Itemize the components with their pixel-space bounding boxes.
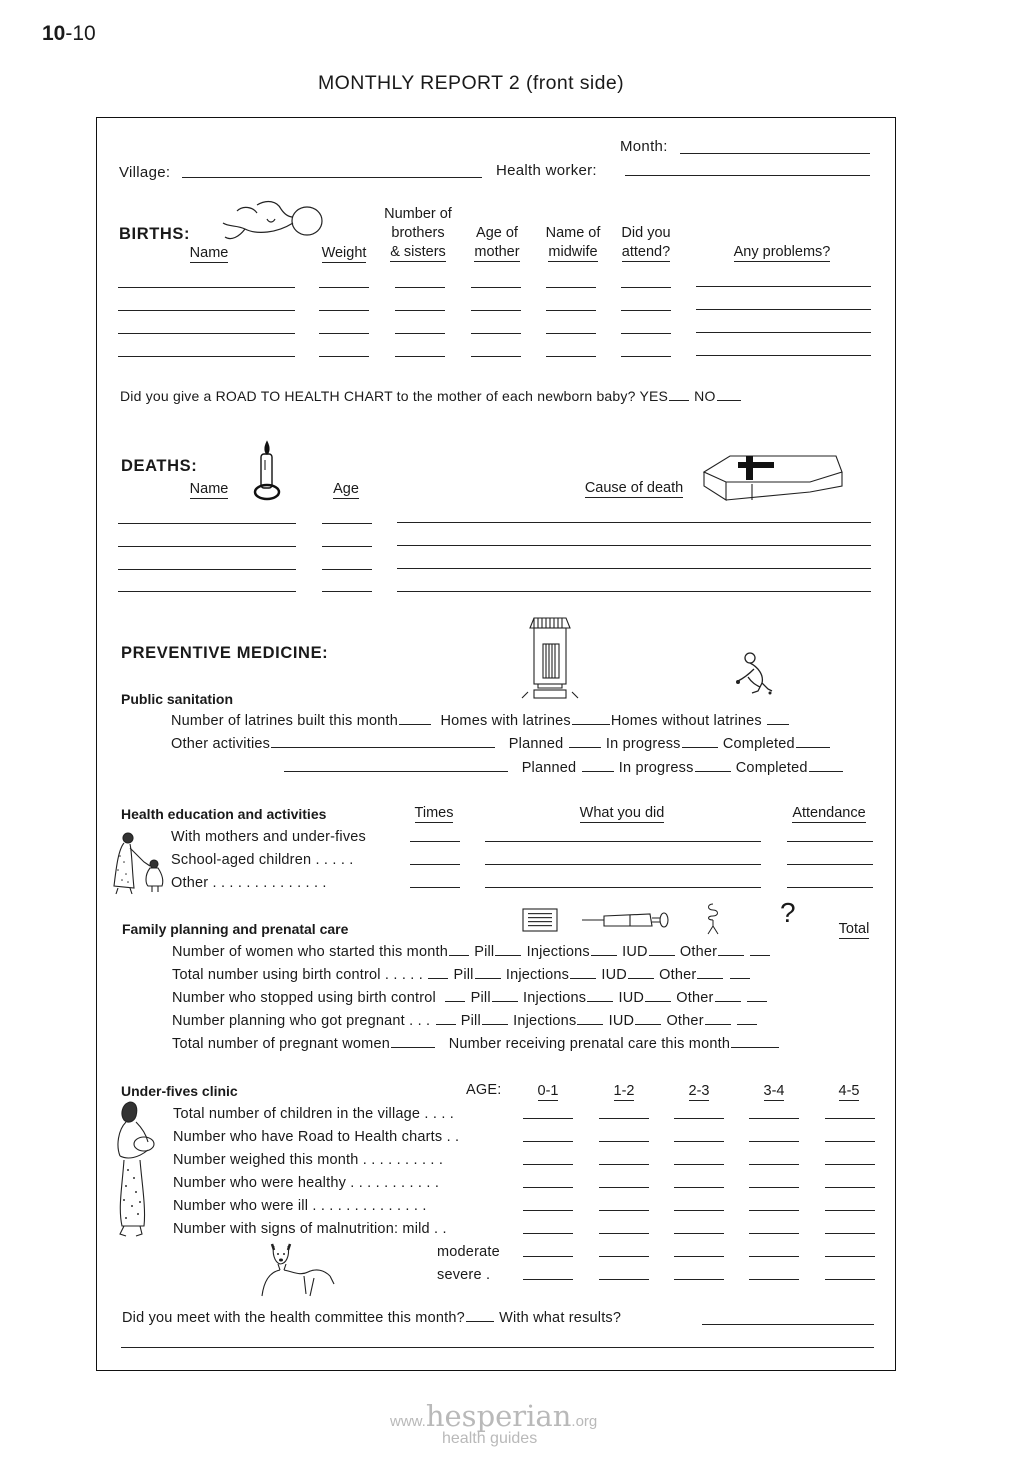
page-number-page: -10 <box>65 22 96 45</box>
birth-row-2-mother-age[interactable] <box>471 294 521 311</box>
education-col-what: What you did <box>579 805 665 821</box>
birth-row-1-midwife[interactable] <box>546 271 596 288</box>
birth-row-1-weight[interactable] <box>319 271 369 288</box>
road-to-health-question: Did you give a ROAD TO HEALTH CHART to the mother of each newborn baby? YES NO <box>120 388 742 404</box>
fp-row-4-pill-blank[interactable] <box>482 1023 508 1025</box>
birth-row-3-siblings[interactable] <box>395 317 445 334</box>
birth-row-3-weight[interactable] <box>319 317 369 334</box>
fp-row-3: Number who stopped using birth control Pill Injections IUD Other <box>172 990 768 1006</box>
uf-row-5-age-4-5[interactable] <box>825 1194 875 1211</box>
uf-row-7-age-4-5[interactable] <box>825 1240 875 1257</box>
birth-row-3-midwife[interactable] <box>546 317 596 334</box>
uf-row-7-age-0-1[interactable] <box>523 1240 573 1257</box>
age-col-3-4: 3-4 <box>763 1083 785 1099</box>
month-label: Month: <box>620 138 668 155</box>
candle-icon <box>252 440 282 502</box>
watermark-tld: .org <box>571 1413 598 1430</box>
education-row-2-what[interactable] <box>485 848 761 865</box>
uf-row-8-age-3-4[interactable] <box>749 1263 799 1280</box>
yes-blank[interactable] <box>669 399 689 401</box>
fp-row-3-pill-blank[interactable] <box>492 1000 518 1002</box>
uf-row-5-age-0-1[interactable] <box>523 1194 573 1211</box>
death-row-1-name[interactable] <box>118 507 296 524</box>
prenatal-care-blank[interactable] <box>731 1046 779 1048</box>
uf-row-3-age-4-5[interactable] <box>825 1148 875 1165</box>
uf-row-3-age-0-1[interactable] <box>523 1148 573 1165</box>
coffin-icon <box>700 450 845 505</box>
death-row-3-name[interactable] <box>118 553 296 570</box>
uf-row-5-age-2-3[interactable] <box>674 1194 724 1211</box>
uf-row-6-age-3-4[interactable] <box>749 1217 799 1234</box>
uf-row-4-age-1-2[interactable] <box>599 1171 649 1188</box>
sanitation-row-1: Number of latrines built this month Homes with latrines Homes without latrines <box>171 713 790 729</box>
education-row-3-what[interactable] <box>485 871 761 888</box>
birth-row-4-attend[interactable] <box>621 340 671 357</box>
death-row-4-name[interactable] <box>118 575 296 592</box>
uf-row-4-age-4-5[interactable] <box>825 1171 875 1188</box>
public-sanitation-heading: Public sanitation <box>121 691 234 707</box>
uf-row-2-age-0-1[interactable] <box>523 1125 573 1142</box>
fp-row-3-injections-blank[interactable] <box>587 1000 613 1002</box>
uf-row-1-age-4-5[interactable] <box>825 1102 875 1119</box>
birth-row-1-siblings[interactable] <box>395 271 445 288</box>
committee-results-field[interactable] <box>702 1308 874 1325</box>
activity-2-completed-blank[interactable] <box>809 770 843 772</box>
month-field[interactable] <box>680 137 870 154</box>
education-row-3-times[interactable] <box>410 871 460 888</box>
births-col-attend: Did you attend? <box>621 225 671 260</box>
fp-row-1-other-blank[interactable] <box>718 954 744 956</box>
under-fives-row-label: Number weighed this month . . . . . . . . . . <box>173 1152 444 1168</box>
uf-row-4-age-3-4[interactable] <box>749 1171 799 1188</box>
birth-row-2-midwife[interactable] <box>546 294 596 311</box>
syringe-icon <box>580 910 674 932</box>
age-col-1-2: 1-2 <box>613 1083 635 1099</box>
education-row-1-attendance[interactable] <box>787 825 873 842</box>
health-education-heading: Health education and activities <box>121 806 327 822</box>
age-col-2-3: 2-3 <box>688 1083 710 1099</box>
committee-results-field-line-2[interactable] <box>121 1331 874 1348</box>
uf-row-2-age-1-2[interactable] <box>599 1125 649 1142</box>
fp-row-2-count-blank[interactable] <box>428 977 448 979</box>
preventive-medicine-heading: PREVENTIVE MEDICINE: <box>121 644 329 662</box>
pregnant-women-blank[interactable] <box>391 1046 435 1048</box>
uf-row-1-age-3-4[interactable] <box>749 1102 799 1119</box>
committee-question: Did you meet with the health committee this month? With what results? <box>122 1310 622 1326</box>
fp-row-1-total-blank[interactable] <box>750 954 770 956</box>
uf-row-4-age-0-1[interactable] <box>523 1171 573 1188</box>
birth-row-3-problems[interactable] <box>696 316 871 333</box>
uf-row-1-age-1-2[interactable] <box>599 1102 649 1119</box>
birth-row-1-mother-age[interactable] <box>471 271 521 288</box>
village-label: Village: <box>119 164 171 181</box>
death-row-3-cause[interactable] <box>397 552 871 569</box>
birth-row-1-attend[interactable] <box>621 271 671 288</box>
uf-row-2-age-3-4[interactable] <box>749 1125 799 1142</box>
uf-row-7-age-1-2[interactable] <box>599 1240 649 1257</box>
fp-row-3-count-blank[interactable] <box>445 1000 465 1002</box>
fp-row-1-injections-blank[interactable] <box>591 954 617 956</box>
family-planning-heading: Family planning and prenatal care <box>122 921 349 937</box>
death-row-1-cause[interactable] <box>397 506 871 523</box>
education-row-label: Other . . . . . . . . . . . . . . <box>171 875 327 891</box>
watermark-www: www. <box>390 1413 426 1430</box>
hesperian-watermark <box>390 1399 598 1433</box>
homes-without-latrines-blank[interactable] <box>767 723 789 725</box>
education-row-3-attendance[interactable] <box>787 871 873 888</box>
uf-row-8-age-4-5[interactable] <box>825 1263 875 1280</box>
activity-2-planned-blank[interactable] <box>582 770 614 772</box>
education-row-2-attendance[interactable] <box>787 848 873 865</box>
fp-row-pregnant: Total number of pregnant women Number receiving prenatal care this month <box>172 1036 780 1052</box>
health-worker-field[interactable] <box>625 159 870 176</box>
fp-row-4-iud-blank[interactable] <box>635 1023 661 1025</box>
uf-row-6-age-1-2[interactable] <box>599 1217 649 1234</box>
births-col-problems: Any problems? <box>733 244 831 260</box>
activity-1-planned-blank[interactable] <box>569 746 601 748</box>
committee-met-blank[interactable] <box>466 1320 494 1322</box>
births-col-midwife: Name of midwife <box>545 225 601 260</box>
under-fives-row-label: Total number of children in the village . . . . <box>173 1106 455 1122</box>
fp-row-4-total-blank[interactable] <box>737 1023 757 1025</box>
fp-row-2: Total number using birth control . . . . . Pill Injections IUD Other <box>172 967 751 983</box>
age-label: AGE: <box>466 1082 502 1098</box>
pill-packet-icon <box>522 908 558 932</box>
malnourished-child-icon <box>258 1242 358 1298</box>
health-worker-label: Health worker: <box>496 162 597 179</box>
education-row-1-what[interactable] <box>485 825 761 842</box>
death-row-4-cause[interactable] <box>397 575 871 592</box>
uf-row-1-age-0-1[interactable] <box>523 1102 573 1119</box>
fp-row-3-total-blank[interactable] <box>747 1000 767 1002</box>
fp-row-4-count-blank[interactable] <box>436 1023 456 1025</box>
births-heading: BIRTHS: <box>119 225 191 243</box>
fp-row-4-injections-blank[interactable] <box>577 1023 603 1025</box>
education-row-label: With mothers and under-fives <box>171 829 366 845</box>
deaths-col-age: Age <box>333 481 359 497</box>
uf-row-3-age-2-3[interactable] <box>674 1148 724 1165</box>
activity-2-in-progress-blank[interactable] <box>695 770 731 772</box>
birth-row-3-name[interactable] <box>118 317 295 334</box>
birth-row-2-siblings[interactable] <box>395 294 445 311</box>
village-field[interactable] <box>182 161 482 178</box>
births-col-siblings: Number of brothers & sisters <box>384 206 452 260</box>
birth-row-2-attend[interactable] <box>621 294 671 311</box>
latrine-icon <box>520 614 582 700</box>
death-row-4-age[interactable] <box>322 575 372 592</box>
uf-row-2-age-4-5[interactable] <box>825 1125 875 1142</box>
birth-row-2-problems[interactable] <box>696 293 871 310</box>
under-fives-row-label: moderate <box>437 1244 500 1260</box>
fp-row-2-iud-blank[interactable] <box>628 977 654 979</box>
birth-row-4-weight[interactable] <box>319 340 369 357</box>
birth-row-3-mother-age[interactable] <box>471 317 521 334</box>
page-number-chapter: 10 <box>42 22 66 45</box>
uf-row-5-age-1-2[interactable] <box>599 1194 649 1211</box>
fp-row-4: Number planning who got pregnant . . . Pill Injections IUD Other <box>172 1013 758 1029</box>
homes-with-latrines-blank[interactable] <box>572 723 610 725</box>
birth-row-4-name[interactable] <box>118 340 295 357</box>
birth-row-4-mother-age[interactable] <box>471 340 521 357</box>
uf-row-3-age-3-4[interactable] <box>749 1148 799 1165</box>
question-mark-icon: ? <box>780 897 796 928</box>
death-row-2-cause[interactable] <box>397 529 871 546</box>
education-row-1-times[interactable] <box>410 825 460 842</box>
birth-row-1-problems[interactable] <box>696 270 871 287</box>
deaths-col-cause: Cause of death <box>584 480 684 496</box>
uf-row-4-age-2-3[interactable] <box>674 1171 724 1188</box>
under-fives-row-label: Number who were healthy . . . . . . . . . . . <box>173 1175 440 1191</box>
education-row-2-times[interactable] <box>410 848 460 865</box>
page-number <box>42 22 96 46</box>
education-col-times: Times <box>414 805 454 821</box>
iud-icon <box>704 902 722 936</box>
births-col-weight: Weight <box>321 245 367 261</box>
death-row-3-age[interactable] <box>322 553 372 570</box>
uf-row-5-age-3-4[interactable] <box>749 1194 799 1211</box>
fp-row-1-count-blank[interactable] <box>449 954 469 956</box>
death-row-2-name[interactable] <box>118 530 296 547</box>
births-col-mother-age: Age of mother <box>474 225 520 260</box>
uf-row-3-age-1-2[interactable] <box>599 1148 649 1165</box>
death-row-2-age[interactable] <box>322 530 372 547</box>
births-col-name: Name <box>189 245 229 261</box>
age-col-4-5: 4-5 <box>838 1083 860 1099</box>
birth-row-2-name[interactable] <box>118 294 295 311</box>
birth-row-1-name[interactable] <box>118 271 295 288</box>
fp-row-1-pill-blank[interactable] <box>495 954 521 956</box>
under-fives-row-label: severe . <box>437 1267 491 1283</box>
watermark-brand: hesperian <box>425 1399 572 1433</box>
uf-row-6-age-2-3[interactable] <box>674 1217 724 1234</box>
fp-row-2-injections-blank[interactable] <box>570 977 596 979</box>
uf-row-8-age-0-1[interactable] <box>523 1263 573 1280</box>
uf-row-6-age-0-1[interactable] <box>523 1217 573 1234</box>
fp-row-2-pill-blank[interactable] <box>475 977 501 979</box>
birth-row-2-weight[interactable] <box>319 294 369 311</box>
activity-1-completed-blank[interactable] <box>796 746 830 748</box>
fp-row-1-iud-blank[interactable] <box>649 954 675 956</box>
under-fives-row-label: Number with signs of malnutrition: mild . . <box>173 1221 447 1237</box>
fp-row-3-iud-blank[interactable] <box>645 1000 671 1002</box>
fp-row-1: Number of women who started this month Pill Injections IUD Other <box>172 944 771 960</box>
education-col-attendance: Attendance <box>792 805 866 821</box>
family-planning-col-total: Total <box>838 921 870 937</box>
mother-holding-baby-icon <box>112 1098 162 1240</box>
birth-row-3-attend[interactable] <box>621 317 671 334</box>
uf-row-7-age-2-3[interactable] <box>674 1240 724 1257</box>
latrines-built-blank[interactable] <box>399 723 431 725</box>
activity-1-in-progress-blank[interactable] <box>682 746 718 748</box>
other-activity-2-blank[interactable] <box>284 770 508 772</box>
deaths-heading: DEATHS: <box>121 457 198 475</box>
under-fives-heading: Under-fives clinic <box>121 1083 238 1099</box>
birth-row-4-problems[interactable] <box>696 339 871 356</box>
page-title: MONTHLY REPORT 2 (front side) <box>318 72 624 94</box>
death-row-1-age[interactable] <box>322 507 372 524</box>
fp-row-4-other-blank[interactable] <box>705 1023 731 1025</box>
under-fives-row-label: Number who have Road to Health charts . . <box>173 1129 460 1145</box>
mother-and-child-icon <box>110 830 170 896</box>
fp-row-2-total-blank[interactable] <box>730 977 750 979</box>
birth-row-4-midwife[interactable] <box>546 340 596 357</box>
uf-row-7-age-3-4[interactable] <box>749 1240 799 1257</box>
uf-row-1-age-2-3[interactable] <box>674 1102 724 1119</box>
no-blank[interactable] <box>717 399 741 401</box>
watermark-tagline: health guides <box>442 1430 538 1447</box>
other-activity-1-blank[interactable] <box>271 746 495 748</box>
uf-row-6-age-4-5[interactable] <box>825 1217 875 1234</box>
sanitation-row-2: Other activities Planned In progress Completed <box>171 736 831 752</box>
squatting-person-icon <box>732 651 776 697</box>
uf-row-8-age-1-2[interactable] <box>599 1263 649 1280</box>
age-col-0-1: 0-1 <box>537 1083 559 1099</box>
uf-row-8-age-2-3[interactable] <box>674 1263 724 1280</box>
sanitation-row-3: Planned In progress Completed <box>283 760 844 776</box>
fp-row-3-other-blank[interactable] <box>715 1000 741 1002</box>
birth-row-4-siblings[interactable] <box>395 340 445 357</box>
under-fives-row-label: Number who were ill . . . . . . . . . . . . . . <box>173 1198 427 1214</box>
education-row-label: School-aged children . . . . . <box>171 852 354 868</box>
fp-row-2-other-blank[interactable] <box>697 977 723 979</box>
deaths-col-name: Name <box>189 481 229 497</box>
uf-row-2-age-2-3[interactable] <box>674 1125 724 1142</box>
